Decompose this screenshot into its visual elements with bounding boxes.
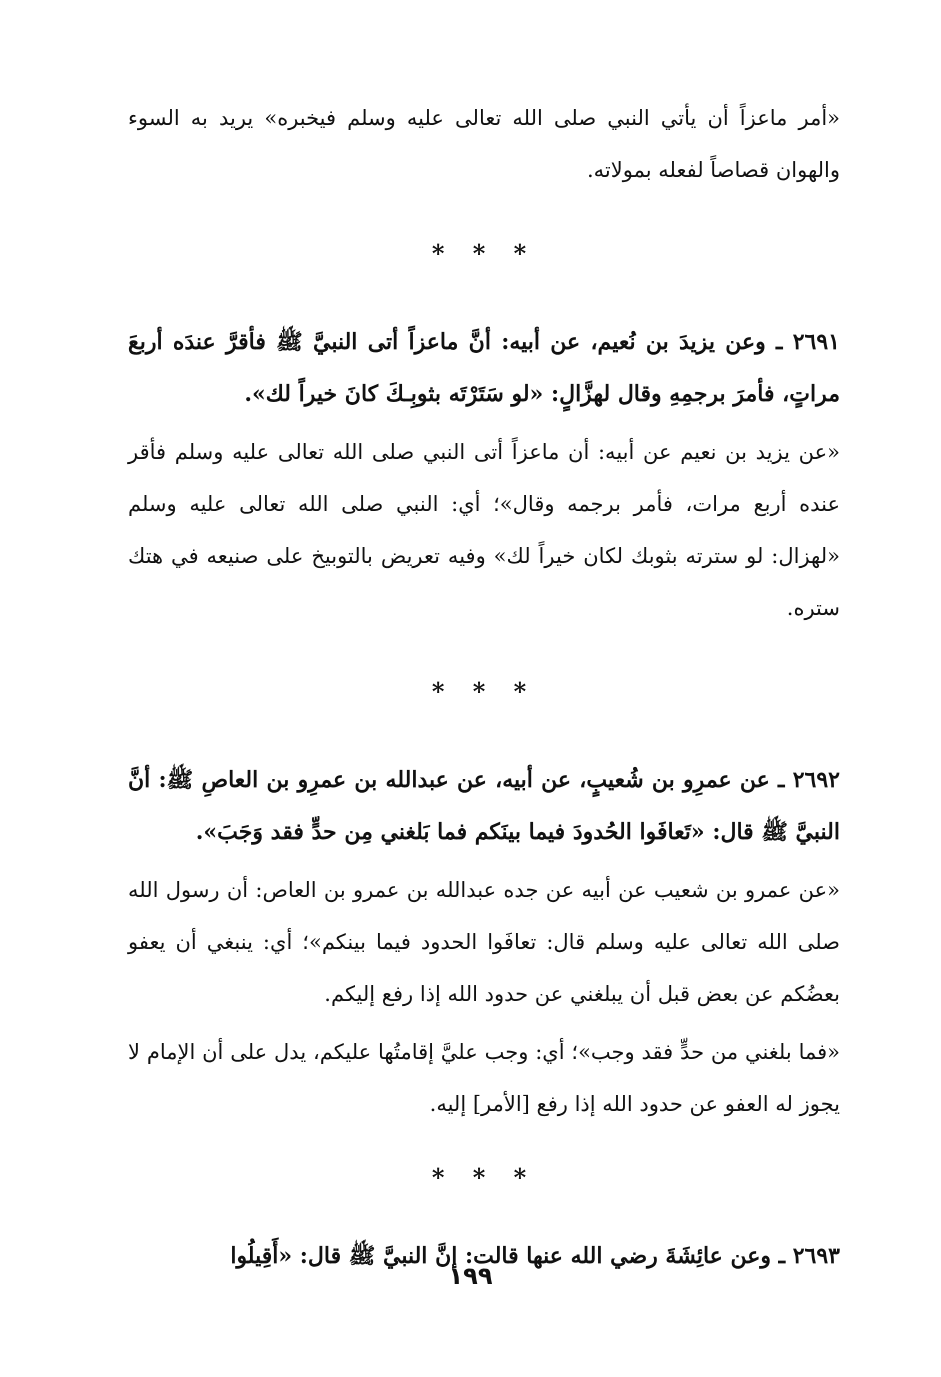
hadith-2691: ٢٦٩١ ـ وعن يزيدَ بن نُعيم، عن أبيه: أنَّ ماعزاً أتى النبيَّ ﷺ فأقرَّ عندَه أربعَ مراتٍ، فأمرَ برجمِهِ وقال لهزَّالٍ: «لو سَتَرْتَه بثوبِـكَ كانَ خيراً لك». (128, 329, 840, 407)
hadith-2693: ٢٦٩٣ ـ وعن عائِشَةَ رضي الله عنها قالت: إنَّ النبيَّ ﷺ قال: «أَقِيلُوا (230, 1243, 840, 1269)
commentary-2692-part1: «عن عمرو بن شعيب عن أبيه عن جده عبدالله بن عمرو بن العاص: أن رسول الله صلى الله تعالى عليه وسلم قال: تعافَوا الحدود فيما بينكم»؛ أي: ينبغي أن يعفو بعضُكم عن بعض قبل أن يبلغني عن حدود الله إذا رفع إليكم. (128, 878, 840, 1006)
page-body (128, 92, 840, 1282)
page-number: ١٩٩ (448, 1262, 493, 1290)
section-separator: * * * (431, 1163, 537, 1192)
section-separator: * * * (431, 677, 537, 706)
commentary-2692-part2: «فما بلغني من حدٍّ فقد وجب»؛ أي: وجب عليَّ إقامتُها عليكم، يدل على أن الإمام لا يجوز له العفو عن حدود الله إذا رفع [الأمر] إليه. (128, 1040, 840, 1116)
commentary-paragraph: «أمر ماعزاً أن يأتي النبي صلى الله تعالى عليه وسلم فيخبره» يريد به السوء والهوان قصاصاً لفعله بمولاته. (128, 106, 840, 182)
hadith-2692: ٢٦٩٢ ـ عن عمرِو بن شُعيبٍ، عن أبيه، عن عبدالله بن عمرِو بن العاصِ ﷺ: أنَّ النبيَّ ﷺ قال: «تَعافَوا الحُدودَ فيما بينَكم فما بَلغني مِن حدٍّ فقد وَجَبَ». (128, 767, 840, 845)
commentary-2691: «عن يزيد بن نعيم عن أبيه: أن ماعزاً أتى النبي صلى الله تعالى عليه وسلم فأقر عنده أربع مرات، فأمر برجمه وقال»؛ أي: النبي صلى الله تعالى عليه وسلم «لهزال: لو سترته بثوبك لكان خيراً لك» وفيه تعريض بالتوبيخ على صنيعه في هتك ستره. (128, 440, 840, 620)
section-separator: * * * (431, 239, 537, 268)
